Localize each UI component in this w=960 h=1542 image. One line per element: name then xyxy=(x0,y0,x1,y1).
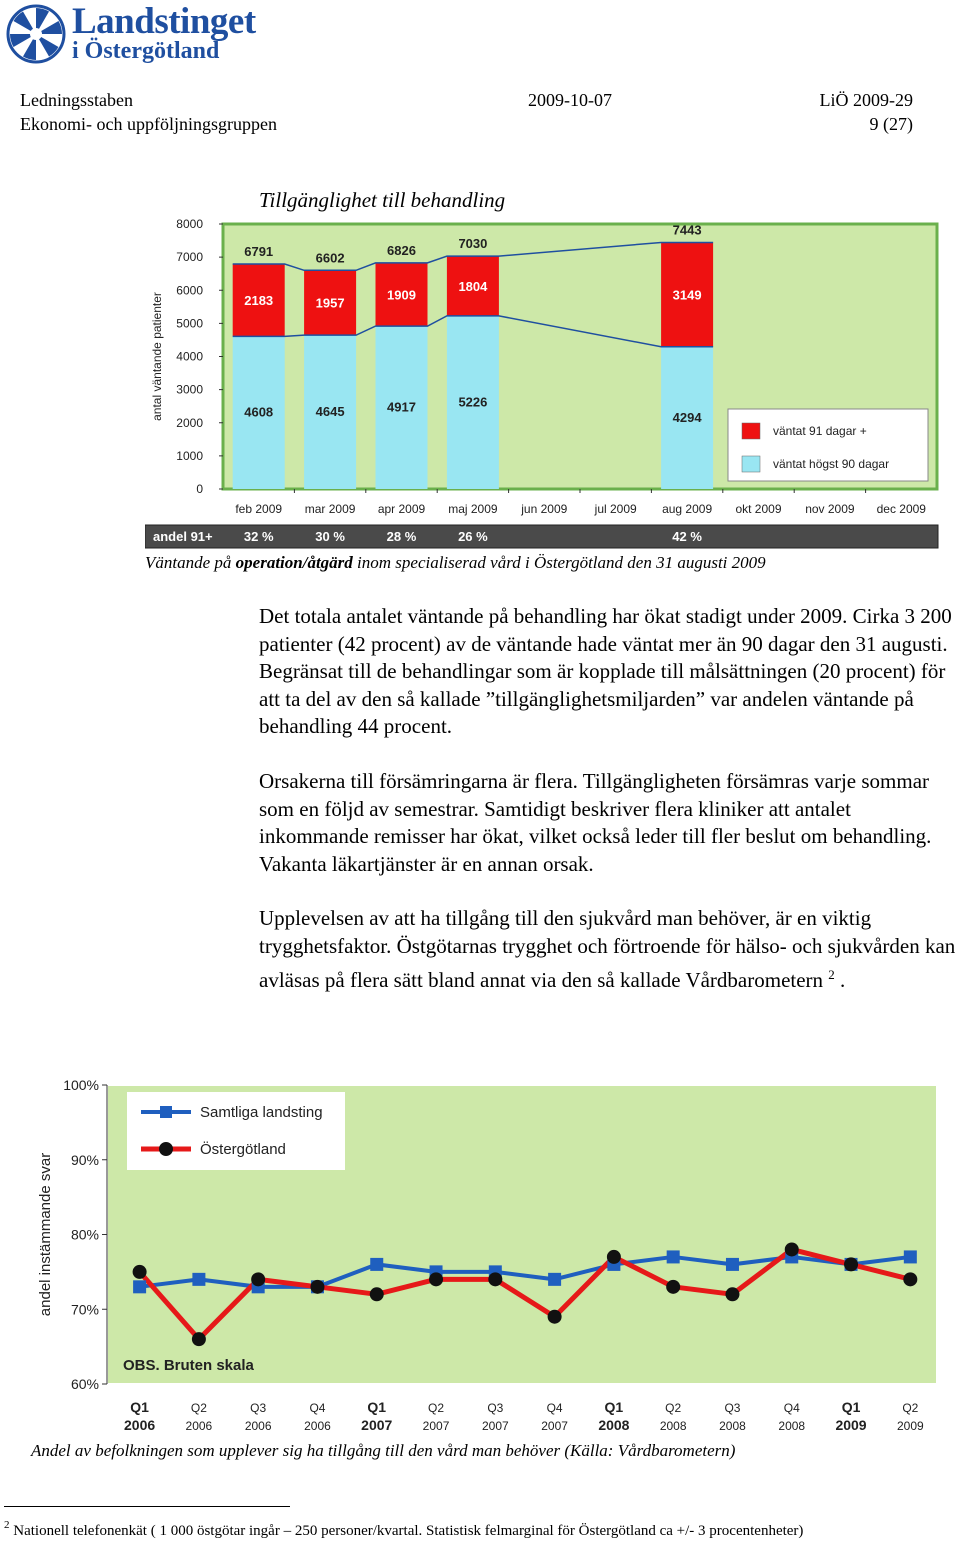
x-tick-quarter: Q1 xyxy=(367,1399,387,1415)
legend-label: väntat högst 90 dagar xyxy=(773,457,890,471)
footnote-number: 2 xyxy=(4,1519,10,1531)
y-tick-label: 5000 xyxy=(176,316,203,331)
footnote-divider xyxy=(4,1506,290,1507)
x-tick-label: mar 2009 xyxy=(304,502,356,516)
x-tick-year: 2009 xyxy=(835,1417,867,1433)
data-point-ostergotland xyxy=(548,1310,562,1324)
y-tick-label: 4000 xyxy=(176,349,203,364)
x-tick-year: 2007 xyxy=(361,1417,393,1433)
waiting-patients-bar-chart xyxy=(145,212,940,552)
x-tick-label: feb 2009 xyxy=(235,502,283,516)
chart1-caption-emphasis: operation/åtgärd xyxy=(235,553,353,572)
y-tick-label: 100% xyxy=(63,1077,99,1093)
x-tick-label: maj 2009 xyxy=(448,502,498,516)
bar-total-label: 6826 xyxy=(387,242,416,258)
chart2-caption: Andel av befolkningen som upplever sig ha tillgång till den vård man behöver (Källa: Vårdbarometern) xyxy=(31,1441,736,1460)
x-tick-year: 2007 xyxy=(422,1419,450,1433)
x-tick-quarter: Q4 xyxy=(783,1401,800,1415)
x-tick-year: 2009 xyxy=(896,1419,924,1433)
landstinget-emblem-icon xyxy=(6,4,66,64)
y-axis-label: antal väntande patienter xyxy=(150,292,164,421)
y-tick-label: 7000 xyxy=(176,250,203,265)
x-tick-quarter: Q2 xyxy=(190,1401,207,1415)
data-point-samtliga xyxy=(726,1258,739,1271)
section-title: Tillgänglighet till behandling xyxy=(259,188,506,212)
data-point-ostergotland xyxy=(785,1242,799,1256)
paragraph-3-text: Upplevelsen av att ha tillgång till den sjukvård man behöver, är en viktig trygghetsfaktor. Östgötarnas trygghet och förtroende för hälso- och sjukvården kan avläsas på flera sätt bland annat via den så kallade Vårdbarometern xyxy=(259,906,956,992)
data-point-ostergotland xyxy=(310,1280,324,1294)
logo-wordmark: Landstinget xyxy=(72,1,256,42)
x-tick-label: apr 2009 xyxy=(377,502,426,516)
chart1-caption-part1: Väntande på xyxy=(145,553,236,572)
header-date: 2009-10-07 xyxy=(528,90,612,110)
x-tick-label: jul 2009 xyxy=(594,502,637,516)
y-tick-label: 3000 xyxy=(176,382,203,397)
footnote-ref[interactable]: 2 xyxy=(828,966,835,982)
x-tick-quarter: Q2 xyxy=(665,1401,682,1415)
legend-label: Samtliga landsting xyxy=(200,1104,323,1121)
data-point-samtliga xyxy=(667,1250,680,1263)
y-tick-label: 60% xyxy=(70,1376,99,1392)
y-tick-label: 1000 xyxy=(176,448,203,463)
share-row-value: 42 % xyxy=(672,529,702,544)
data-point-samtliga xyxy=(548,1273,561,1286)
x-tick-label: aug 2009 xyxy=(662,502,713,516)
y-tick-label: 6000 xyxy=(176,283,203,298)
y-tick-label: 8000 xyxy=(176,217,203,231)
y-tick-label: 90% xyxy=(70,1151,99,1168)
y-tick-label: 2000 xyxy=(176,415,203,430)
header-group: Ekonomi- och uppföljningsgruppen xyxy=(20,114,277,134)
x-tick-quarter: Q1 xyxy=(604,1399,624,1415)
legend-swatch xyxy=(742,456,760,472)
x-tick-quarter: Q3 xyxy=(724,1401,741,1415)
x-tick-year: 2008 xyxy=(659,1419,687,1433)
data-point-ostergotland xyxy=(607,1250,621,1264)
share-row-value: 32 % xyxy=(243,529,274,544)
x-tick-quarter: Q2 xyxy=(902,1401,919,1415)
x-tick-year: 2006 xyxy=(185,1419,213,1433)
x-tick-quarter: Q2 xyxy=(428,1401,445,1415)
logo-subline: i Östergötland xyxy=(72,38,220,64)
bar-value-label: 4294 xyxy=(672,409,702,425)
data-point-samtliga xyxy=(192,1273,205,1286)
header-page-number: 9 (27) xyxy=(869,114,913,134)
body-text xyxy=(259,603,959,994)
data-point-ostergotland xyxy=(844,1257,858,1271)
legend-label: väntat 91 dagar + xyxy=(773,424,867,438)
vardbarometern-line-chart xyxy=(30,1072,945,1442)
legend-marker-samtliga xyxy=(160,1106,172,1118)
y-tick-label: 80% xyxy=(70,1226,99,1243)
chart1-caption xyxy=(145,553,766,573)
bar-total-label: 6602 xyxy=(315,250,345,266)
x-tick-quarter: Q3 xyxy=(250,1401,267,1415)
bar-value-label: 2183 xyxy=(244,293,274,309)
footnote-text: Nationell telefonenkät ( 1 000 östgötar ingår – 250 personer/kvartal. Statistisk felmarginal för Östergötland ca +/- 3 procentenheter) xyxy=(13,1523,804,1539)
header-department: Ledningsstaben xyxy=(20,90,133,110)
y-axis-label: andel instämmande svar xyxy=(37,1152,54,1317)
x-tick-quarter: Q1 xyxy=(841,1399,861,1415)
legend-label: Östergötland xyxy=(200,1141,286,1158)
x-tick-year: 2006 xyxy=(124,1417,156,1433)
paragraph-2: Orsakerna till försämringarna är flera. Tillgängligheten försämras varje sommar som en följd av semestrar. Samtidigt beskriver flera kliniker att antalet inkommande remisser har ökat, vilket också leder till fler beslut om behandling. Vakanta läkartjänster är en annan orsak. xyxy=(259,768,932,876)
x-tick-year: 2008 xyxy=(598,1417,630,1433)
y-tick-label: 0 xyxy=(196,482,203,496)
x-tick-year: 2007 xyxy=(481,1419,509,1433)
footnote xyxy=(4,1519,803,1540)
data-point-ostergotland xyxy=(903,1272,917,1286)
paragraph-1: Det totala antalet väntande på behandling har ökat stadigt under 2009. Cirka 3 200 patienter (42 procent) av de väntande hade väntat mer än 90 dagar den 31 augusti. Begränsat till de behandlingar som är kopplade till målsättningen (20 procent) för att ta del av den så kallade ”tillgänglighetsmiljarden” var andelen väntande på behandling 44 procent. xyxy=(259,604,952,739)
x-tick-label: okt 2009 xyxy=(735,502,782,516)
x-tick-quarter: Q4 xyxy=(546,1401,563,1415)
bar-total-label: 6791 xyxy=(244,244,274,260)
x-tick-year: 2008 xyxy=(719,1419,746,1433)
share-row-value: 26 % xyxy=(458,529,488,544)
x-tick-year: 2006 xyxy=(304,1419,331,1433)
x-tick-year: 2007 xyxy=(541,1419,568,1433)
x-tick-label: jun 2009 xyxy=(521,502,568,516)
share-row-value: 28 % xyxy=(386,529,417,544)
x-tick-quarter: Q1 xyxy=(130,1399,149,1415)
share-row-label: andel 91+ xyxy=(153,529,213,544)
chart1-caption-part3: inom specialiserad vård i Östergötland den 31 augusti 2009 xyxy=(352,553,766,572)
data-point-ostergotland xyxy=(488,1272,502,1286)
x-tick-year: 2006 xyxy=(244,1419,272,1433)
data-point-samtliga xyxy=(133,1280,146,1293)
data-point-ostergotland xyxy=(666,1280,680,1294)
paragraph-3-end: . xyxy=(834,967,846,992)
bar-value-label: 1957 xyxy=(315,295,345,311)
x-tick-quarter: Q4 xyxy=(309,1401,326,1415)
legend-marker-ostergotland xyxy=(159,1142,173,1156)
x-tick-label: nov 2009 xyxy=(805,502,855,516)
legend-swatch xyxy=(742,423,760,439)
data-point-ostergotland xyxy=(429,1272,443,1286)
data-point-ostergotland xyxy=(192,1332,206,1346)
share-row-value: 30 % xyxy=(315,529,345,544)
x-tick-year: 2008 xyxy=(778,1419,806,1433)
data-point-ostergotland xyxy=(251,1272,265,1286)
x-tick-quarter: Q3 xyxy=(487,1401,504,1415)
bar-value-label: 5226 xyxy=(458,394,488,410)
paragraph-3 xyxy=(259,905,959,994)
bar-value-label: 3149 xyxy=(672,287,702,303)
bar-total-label: 7030 xyxy=(458,236,488,252)
x-tick-label: dec 2009 xyxy=(876,502,926,516)
data-point-samtliga xyxy=(904,1250,917,1263)
bar-value-label: 4608 xyxy=(244,404,274,420)
header-reference: LiÖ 2009-29 xyxy=(819,90,913,110)
scale-annotation: OBS. Bruten skala xyxy=(123,1357,254,1374)
data-point-ostergotland xyxy=(370,1287,384,1301)
bar-total-label: 7443 xyxy=(672,222,702,238)
bar-value-label: 4917 xyxy=(387,399,416,415)
data-point-ostergotland xyxy=(133,1265,147,1279)
bar-value-label: 1804 xyxy=(458,279,488,295)
data-point-samtliga xyxy=(370,1258,383,1271)
y-tick-label: 70% xyxy=(70,1301,99,1318)
data-point-ostergotland xyxy=(725,1287,739,1301)
bar-value-label: 4645 xyxy=(315,404,345,420)
bar-value-label: 1909 xyxy=(387,287,416,303)
